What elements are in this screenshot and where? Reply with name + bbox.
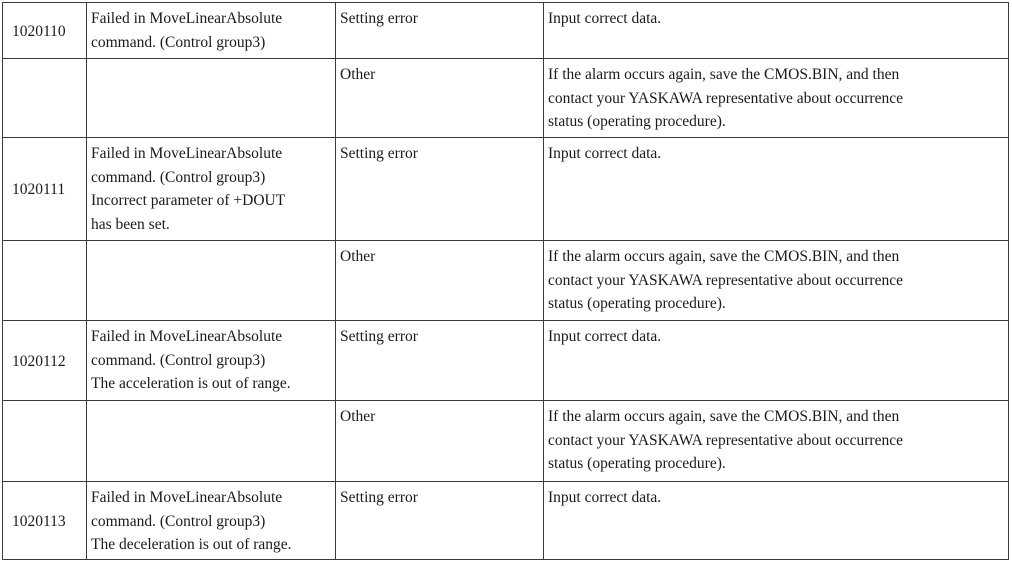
alarm-cause: Other [336, 59, 544, 138]
alarm-cause: Setting error [336, 321, 544, 401]
table-row [3, 321, 1009, 401]
alarm-code [3, 401, 87, 482]
alarm-remedy: Input correct data. [544, 3, 1009, 59]
table-row [3, 138, 1009, 241]
alarm-remedy: Input correct data. [544, 482, 1009, 560]
alarm-remedy: Input correct data. [544, 321, 1009, 401]
alarm-remedy: If the alarm occurs again, save the CMOS.BIN, and then contact your YASKAWA representative about occurrence status (operating procedure). [544, 59, 1009, 138]
alarm-code: 1020110 [3, 3, 87, 59]
alarm-remedy: If the alarm occurs again, save the CMOS.BIN, and then contact your YASKAWA representative about occurrence status (operating procedure). [544, 401, 1009, 482]
alarm-code [3, 59, 87, 138]
alarm-cause: Setting error [336, 3, 544, 59]
table-row [3, 59, 1009, 138]
alarm-meaning [87, 401, 336, 482]
alarm-cause: Other [336, 401, 544, 482]
alarm-cause: Other [336, 241, 544, 321]
alarm-cause: Setting error [336, 482, 544, 560]
alarm-meaning [87, 241, 336, 321]
alarm-code: 1020113 [3, 482, 87, 560]
alarm-cause: Setting error [336, 138, 544, 241]
table-row [3, 482, 1009, 560]
alarm-code [3, 241, 87, 321]
alarm-meaning: Failed in MoveLinearAbsolute command. (Control group3) The acceleration is out of range. [87, 321, 336, 401]
alarm-remedy: If the alarm occurs again, save the CMOS.BIN, and then contact your YASKAWA representative about occurrence status (operating procedure). [544, 241, 1009, 321]
alarm-code: 1020111 [3, 138, 87, 241]
alarm-code: 1020112 [3, 321, 87, 401]
alarm-meaning: Failed in MoveLinearAbsolute command. (Control group3) [87, 3, 336, 59]
alarm-meaning: Failed in MoveLinearAbsolute command. (Control group3) The deceleration is out of range. [87, 482, 336, 560]
table-row [3, 241, 1009, 321]
table-row [3, 3, 1009, 59]
alarm-remedy: Input correct data. [544, 138, 1009, 241]
alarm-table [2, 2, 1009, 560]
alarm-meaning [87, 59, 336, 138]
table-row [3, 401, 1009, 482]
alarm-meaning: Failed in MoveLinearAbsolute command. (Control group3) Incorrect parameter of +DOUT has been set. [87, 138, 336, 241]
